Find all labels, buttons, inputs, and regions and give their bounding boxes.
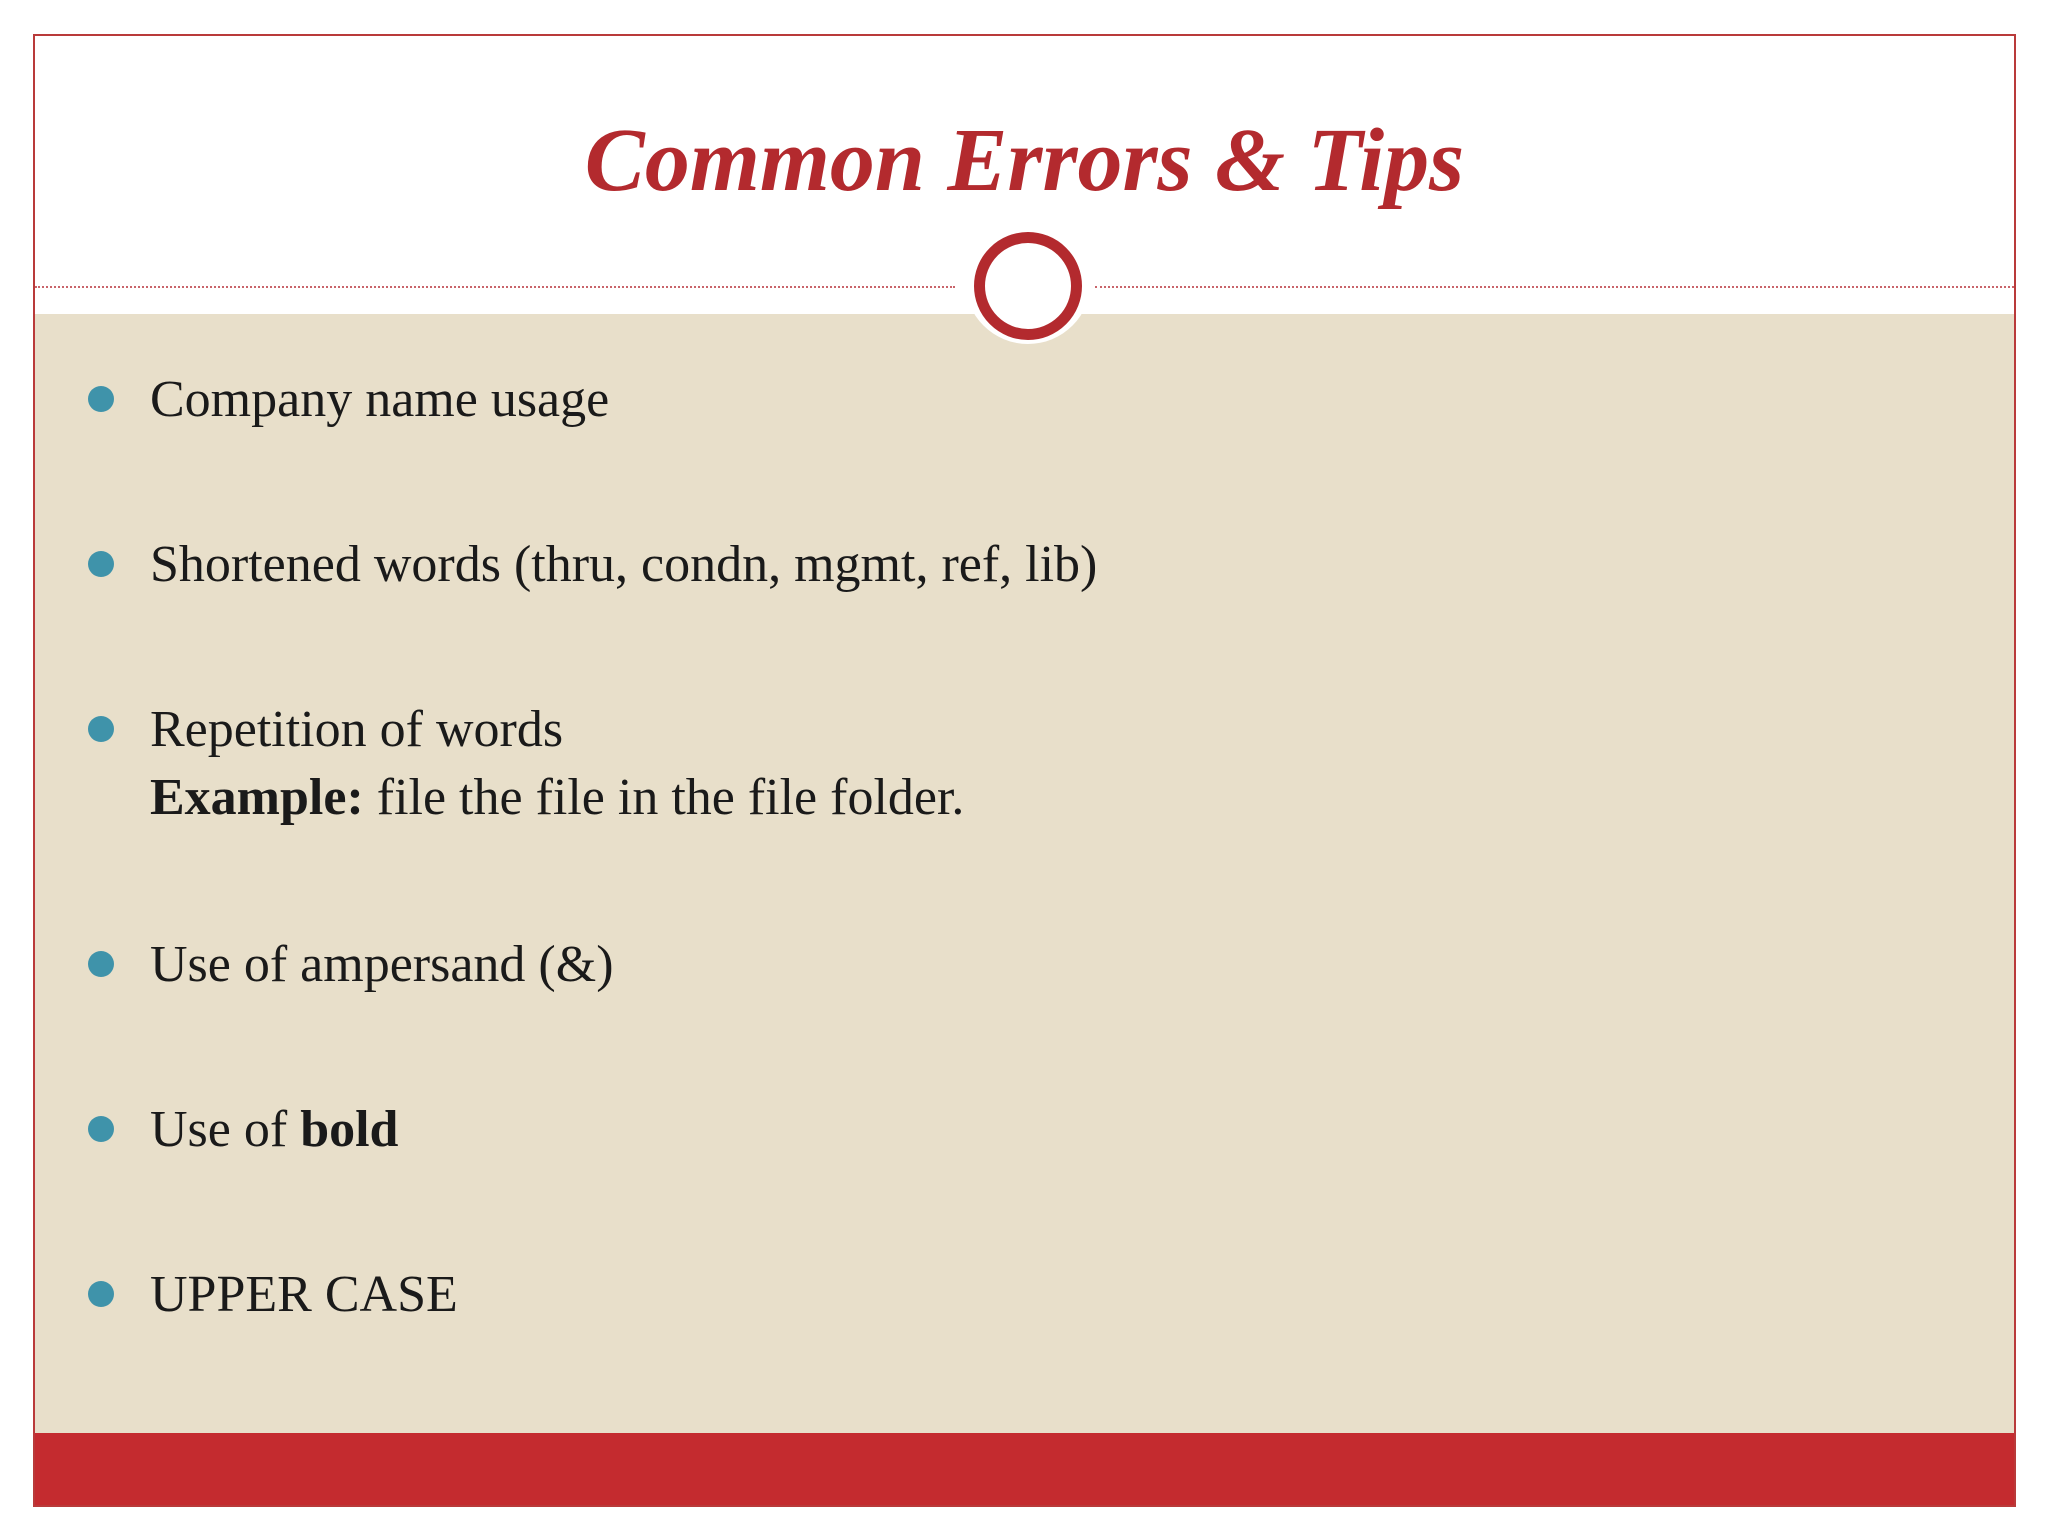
slide-title: Common Errors & Tips [584,111,1465,210]
circle-ring-icon [974,232,1082,340]
bullet-item-ampersand [150,931,614,999]
bullet-text: UPPER CASE [150,1266,458,1323]
header-divider-right [1095,286,2014,288]
bullet-item-company-name [150,366,609,434]
bullet-item-repetition [150,696,964,832]
example-text: file the file in the file folder. [363,769,965,826]
bullet-dot-icon [88,551,114,577]
bullet-item-shortened-words [150,531,1097,599]
bullet-text-prefix: Use of [150,1101,301,1158]
bullet-item-bold [150,1096,398,1164]
bullet-text-bold: bold [300,1101,399,1158]
bullet-dot-icon [88,716,114,742]
bullet-dot-icon [88,1116,114,1142]
slide [33,34,2016,1507]
bullet-item-upper-case [150,1261,458,1329]
bullet-dot-icon [88,1281,114,1307]
footer-bar [35,1433,2014,1505]
bullet-dot-icon [88,951,114,977]
bullet-text: Use of ampersand (&) [150,936,614,993]
bullet-text: Repetition of words [150,701,564,758]
bullet-text: Shortened words (thru, condn, mgmt, ref, lib) [150,536,1098,593]
bullet-text: Company name usage [150,371,610,428]
example-label: Example: [150,769,364,826]
bullet-dot-icon [88,386,114,412]
header-divider-left [35,286,955,288]
